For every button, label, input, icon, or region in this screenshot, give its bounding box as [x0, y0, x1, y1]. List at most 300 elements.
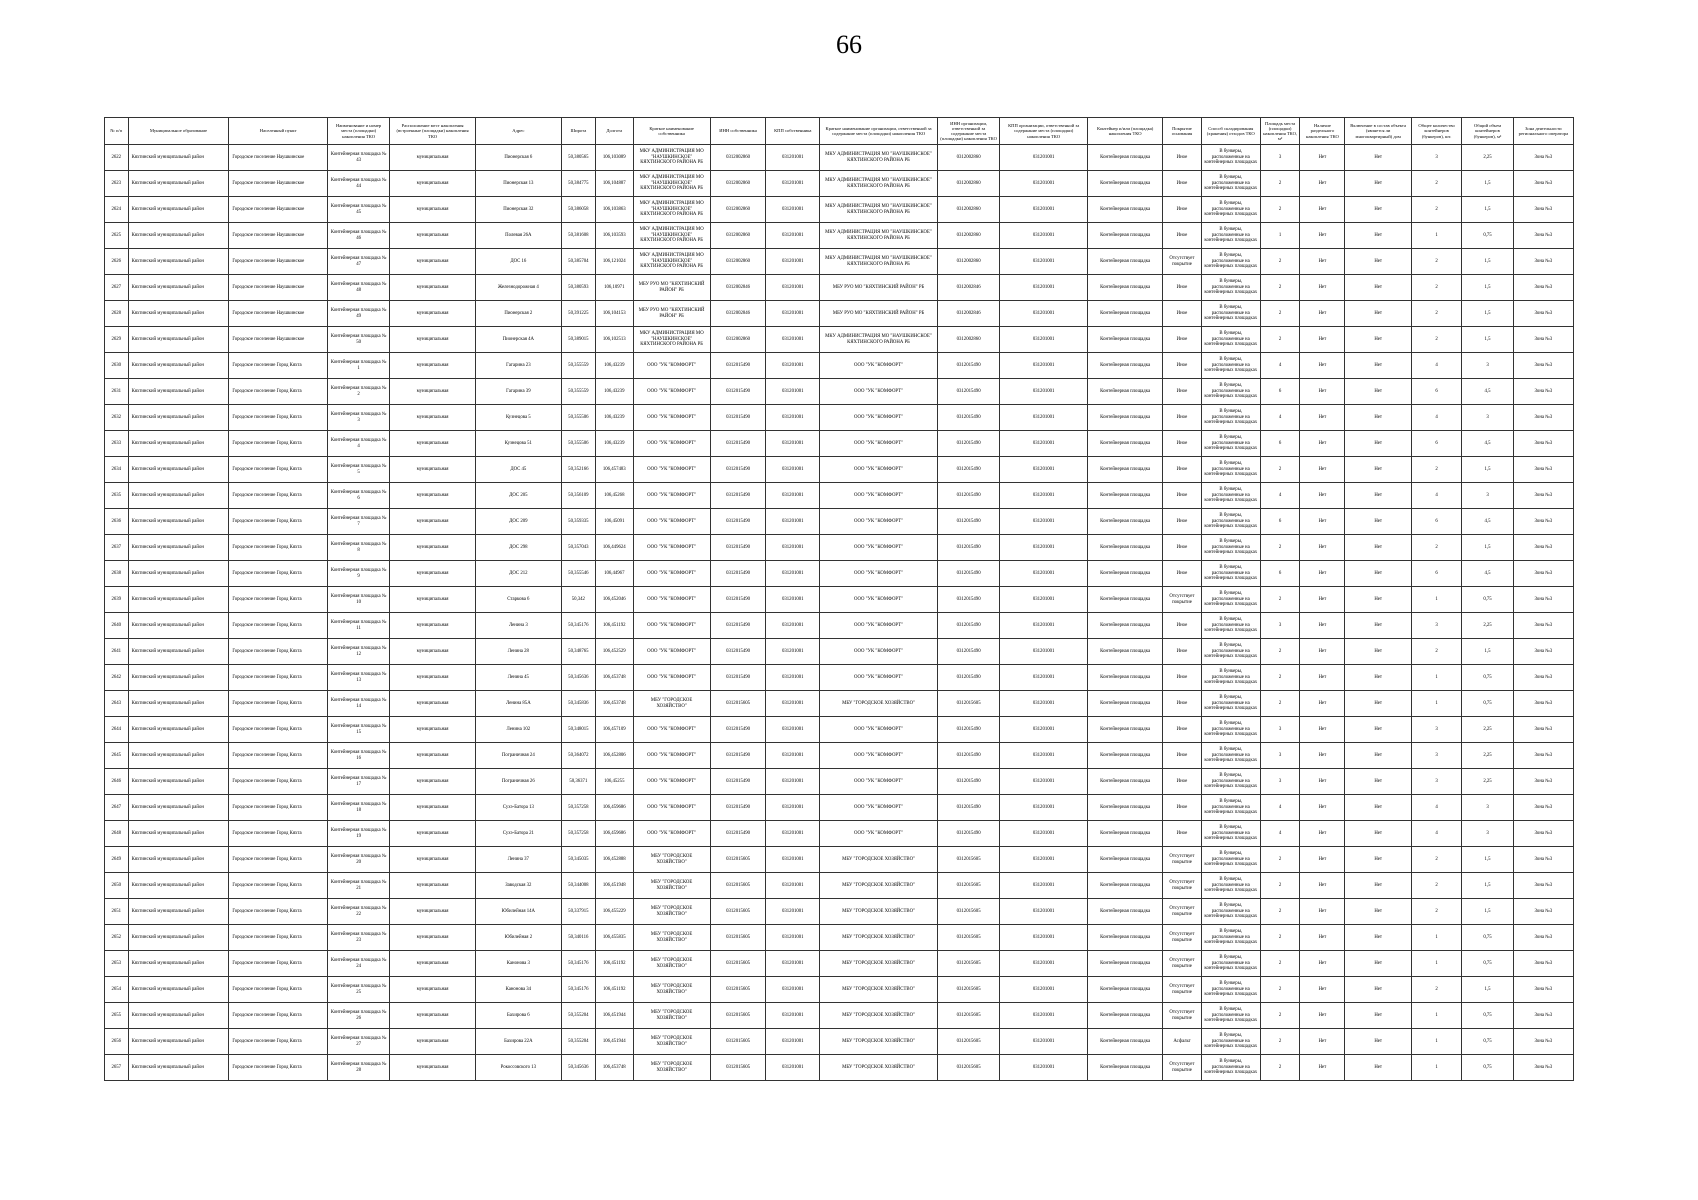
cell-storage-method: В бункеры, расположенные на контейнерных площадках — [1201, 301, 1260, 327]
cell-latitude: 50,355506 — [561, 405, 595, 431]
cell-operator: МБУ "ГОРОДСКОЕ ХОЗЯЙСТВО" — [820, 691, 938, 717]
cell-surface: Иное — [1163, 379, 1202, 405]
cell-operator-inn: 0312002860 — [938, 249, 1000, 275]
cell-operator-kpp: 031201001 — [1000, 691, 1088, 717]
cell-container-type: Контейнерная площадка — [1088, 301, 1163, 327]
cell-operator-kpp: 031201001 — [1000, 847, 1088, 873]
cell-container-type: Контейнерная площадка — [1088, 847, 1163, 873]
cell-longitude: 106,453748 — [596, 665, 634, 691]
cell-municipality: Кяхтинский муниципальный район — [128, 873, 229, 899]
table-row — [105, 847, 1574, 873]
cell-container-type: Контейнерная площадка — [1088, 145, 1163, 171]
table-row — [105, 353, 1574, 379]
cell-storage-method: В бункеры, расположенные на контейнерных площадках — [1201, 197, 1260, 223]
cell-zone: Зона №3 — [1513, 197, 1573, 223]
cell-longitude: 106,459686 — [596, 821, 634, 847]
cell-included: Нет — [1345, 1029, 1411, 1055]
cell-settlement: Городское поселение Город Кяхта — [229, 379, 328, 405]
cell-site-name: Контейнерная площадка № 45 — [328, 197, 390, 223]
cell-included: Нет — [1345, 301, 1411, 327]
cell-number: 2633 — [105, 431, 129, 457]
cell-longitude: 106,45255 — [596, 769, 634, 795]
cell-container-count: 2 — [1411, 457, 1461, 483]
cell-owner: ООО "УК "КОМФОРТ" — [633, 769, 710, 795]
cell-storage-method: В бункеры, расположенные на контейнерных площадках — [1201, 171, 1260, 197]
cell-container-volume: 0,75 — [1462, 665, 1513, 691]
cell-storage-method: В бункеры, расположенные на контейнерных площадках — [1201, 665, 1260, 691]
cell-container-volume: 1,5 — [1462, 977, 1513, 1003]
cell-operator: МКУ АДМИНИСТРАЦИЯ МО "НАУШКИНСКОЕ" КЯХТИНСКОГО РАЙОНА РБ — [820, 145, 938, 171]
cell-number: 2626 — [105, 249, 129, 275]
cell-surface: Отсутствует покрытие — [1163, 847, 1202, 873]
cell-site-name: Контейнерная площадка № 4 — [328, 431, 390, 457]
cell-separate-collection: Нет — [1300, 301, 1345, 327]
cell-surface: Иное — [1163, 535, 1202, 561]
cell-container-volume: 2,25 — [1462, 613, 1513, 639]
cell-container-count: 2 — [1411, 327, 1461, 353]
cell-owner: ООО "УК "КОМФОРТ" — [633, 717, 710, 743]
cell-settlement: Городское поселение Город Кяхта — [229, 691, 328, 717]
cell-container-type: Контейнерная площадка — [1088, 717, 1163, 743]
cell-container-count: 4 — [1411, 405, 1461, 431]
cell-included: Нет — [1345, 379, 1411, 405]
cell-container-type: Контейнерная площадка — [1088, 639, 1163, 665]
cell-zone: Зона №3 — [1513, 925, 1573, 951]
cell-longitude: 106,104887 — [596, 171, 634, 197]
cell-container-type: Контейнерная площадка — [1088, 509, 1163, 535]
cell-container-volume: 0,75 — [1462, 1055, 1513, 1081]
table-row — [105, 275, 1574, 301]
cell-longitude: 106,121024 — [596, 249, 634, 275]
cell-municipality: Кяхтинский муниципальный район — [128, 899, 229, 925]
cell-owner: МБУ "ГОРОДСКОЕ ХОЗЯЙСТВО" — [633, 951, 710, 977]
cell-storage-method: В бункеры, расположенные на контейнерных площадках — [1201, 431, 1260, 457]
cell-number: 2642 — [105, 665, 129, 691]
cell-zone: Зона №3 — [1513, 1003, 1573, 1029]
cell-owner: МКУ АДМИНИСТРАЦИЯ МО "НАУШКИНСКОЕ" КЯХТИНСКОГО РАЙОНА РБ — [633, 223, 710, 249]
cell-container-volume: 0,75 — [1462, 587, 1513, 613]
cell-number: 2630 — [105, 353, 129, 379]
cell-operator-kpp: 031201001 — [1000, 197, 1088, 223]
cell-operator-inn: 0312015490 — [938, 821, 1000, 847]
cell-latitude: 50,345176 — [561, 951, 595, 977]
cell-surface: Иное — [1163, 561, 1202, 587]
column-header: Широта — [561, 118, 595, 145]
cell-separate-collection: Нет — [1300, 1029, 1345, 1055]
cell-owner-inn: 0312015605 — [710, 847, 766, 873]
cell-owner-inn: 0312015490 — [710, 821, 766, 847]
cell-owner-inn: 0312015605 — [710, 691, 766, 717]
cell-area: 2 — [1260, 171, 1300, 197]
cell-latitude: 50,389015 — [561, 327, 595, 353]
cell-number: 2635 — [105, 483, 129, 509]
cell-number: 2634 — [105, 457, 129, 483]
table-row — [105, 743, 1574, 769]
cell-operator-kpp: 031201001 — [1000, 249, 1088, 275]
cell-operator-inn: 0312015490 — [938, 353, 1000, 379]
cell-longitude: 106,43239 — [596, 379, 634, 405]
cell-latitude: 50,355506 — [561, 431, 595, 457]
cell-area: 2 — [1260, 457, 1300, 483]
cell-zone: Зона №3 — [1513, 977, 1573, 1003]
cell-longitude: 106,455835 — [596, 925, 634, 951]
cell-operator-inn: 0312002860 — [938, 145, 1000, 171]
cell-container-count: 2 — [1411, 899, 1461, 925]
cell-included: Нет — [1345, 171, 1411, 197]
cell-latitude: 50,345636 — [561, 665, 595, 691]
cell-container-count: 1 — [1411, 587, 1461, 613]
cell-separate-collection: Нет — [1300, 743, 1345, 769]
cell-settlement: Городское поселение Наушкинское — [229, 301, 328, 327]
column-header: Контейнер и/или (площадка) накопления ТКО — [1088, 118, 1163, 145]
cell-owner: ООО "УК "КОМФОРТ" — [633, 743, 710, 769]
cell-included: Нет — [1345, 665, 1411, 691]
cell-owner: ООО "УК "КОМФОРТ" — [633, 405, 710, 431]
cell-separate-collection: Нет — [1300, 171, 1345, 197]
cell-owner: ООО "УК "КОМФОРТ" — [633, 535, 710, 561]
cell-location: муниципальная — [390, 171, 476, 197]
cell-container-count: 1 — [1411, 665, 1461, 691]
cell-container-volume: 4,5 — [1462, 509, 1513, 535]
cell-operator-inn: 0312015490 — [938, 717, 1000, 743]
cell-container-type: Контейнерная площадка — [1088, 483, 1163, 509]
cell-included: Нет — [1345, 483, 1411, 509]
cell-container-type: Контейнерная площадка — [1088, 873, 1163, 899]
cell-separate-collection: Нет — [1300, 197, 1345, 223]
column-header: КПП организации, ответственной за содержание места (площадки) накопления ТКО — [1000, 118, 1088, 145]
cell-number: 2641 — [105, 639, 129, 665]
cell-latitude: 50,348015 — [561, 717, 595, 743]
cell-site-name: Контейнерная площадка № 47 — [328, 249, 390, 275]
cell-longitude: 106,45268 — [596, 483, 634, 509]
cell-container-count: 3 — [1411, 769, 1461, 795]
cell-site-name: Контейнерная площадка № 46 — [328, 223, 390, 249]
cell-owner-kpp: 031201001 — [766, 379, 820, 405]
cell-longitude: 106,103089 — [596, 145, 634, 171]
cell-included: Нет — [1345, 977, 1411, 1003]
cell-container-volume: 0,75 — [1462, 691, 1513, 717]
column-header: Муниципальное образование — [128, 118, 229, 145]
cell-owner-kpp: 031201001 — [766, 769, 820, 795]
cell-storage-method: В бункеры, расположенные на контейнерных площадках — [1201, 1003, 1260, 1029]
cell-storage-method: В бункеры, расположенные на контейнерных площадках — [1201, 275, 1260, 301]
cell-container-volume: 1,5 — [1462, 249, 1513, 275]
cell-owner-inn: 0312015490 — [710, 457, 766, 483]
cell-storage-method: В бункеры, расположенные на контейнерных площадках — [1201, 587, 1260, 613]
cell-owner-inn: 0312015490 — [710, 769, 766, 795]
cell-site-name: Контейнерная площадка № 24 — [328, 951, 390, 977]
cell-surface: Иное — [1163, 691, 1202, 717]
cell-surface: Отсутствует покрытие — [1163, 925, 1202, 951]
cell-area: 2 — [1260, 899, 1300, 925]
cell-operator-inn: 0312015490 — [938, 743, 1000, 769]
waste-sites-table — [104, 117, 1574, 1081]
cell-settlement: Городское поселение Город Кяхта — [229, 457, 328, 483]
cell-container-count: 1 — [1411, 691, 1461, 717]
cell-area: 3 — [1260, 717, 1300, 743]
cell-area: 3 — [1260, 743, 1300, 769]
cell-address: Юбилейная 2 — [475, 925, 561, 951]
cell-owner-inn: 0312015490 — [710, 743, 766, 769]
cell-operator-inn: 0312015490 — [938, 457, 1000, 483]
cell-included: Нет — [1345, 1003, 1411, 1029]
cell-container-count: 3 — [1411, 743, 1461, 769]
cell-latitude: 50,345176 — [561, 977, 595, 1003]
cell-longitude: 106,457483 — [596, 457, 634, 483]
cell-site-name: Контейнерная площадка № 2 — [328, 379, 390, 405]
cell-container-type: Контейнерная площадка — [1088, 197, 1163, 223]
cell-location: муниципальная — [390, 821, 476, 847]
cell-separate-collection: Нет — [1300, 249, 1345, 275]
cell-operator: ООО "УК "КОМФОРТ" — [820, 639, 938, 665]
cell-container-volume: 1,5 — [1462, 535, 1513, 561]
cell-owner-kpp: 031201001 — [766, 951, 820, 977]
cell-operator-kpp: 031201001 — [1000, 665, 1088, 691]
cell-location: муниципальная — [390, 379, 476, 405]
cell-container-type: Контейнерная площадка — [1088, 327, 1163, 353]
cell-settlement: Городское поселение Город Кяхта — [229, 639, 328, 665]
cell-number: 2643 — [105, 691, 129, 717]
cell-operator-kpp: 031201001 — [1000, 379, 1088, 405]
cell-number: 2640 — [105, 613, 129, 639]
cell-location: муниципальная — [390, 873, 476, 899]
cell-container-volume: 1,5 — [1462, 197, 1513, 223]
cell-owner-inn: 0312015605 — [710, 951, 766, 977]
cell-site-name: Контейнерная площадка № 18 — [328, 795, 390, 821]
cell-settlement: Городское поселение Город Кяхта — [229, 665, 328, 691]
cell-container-type: Контейнерная площадка — [1088, 691, 1163, 717]
cell-included: Нет — [1345, 275, 1411, 301]
cell-container-volume: 0,75 — [1462, 951, 1513, 977]
cell-surface: Иное — [1163, 743, 1202, 769]
cell-included: Нет — [1345, 457, 1411, 483]
cell-municipality: Кяхтинский муниципальный район — [128, 223, 229, 249]
cell-operator: МБУ "ГОРОДСКОЕ ХОЗЯЙСТВО" — [820, 847, 938, 873]
cell-settlement: Городское поселение Город Кяхта — [229, 561, 328, 587]
cell-included: Нет — [1345, 535, 1411, 561]
table-row — [105, 379, 1574, 405]
cell-surface: Иное — [1163, 717, 1202, 743]
cell-zone: Зона №3 — [1513, 457, 1573, 483]
cell-owner-inn: 0312015490 — [710, 795, 766, 821]
cell-operator-kpp: 031201001 — [1000, 171, 1088, 197]
cell-zone: Зона №3 — [1513, 249, 1573, 275]
cell-settlement: Городское поселение Город Кяхта — [229, 431, 328, 457]
cell-municipality: Кяхтинский муниципальный район — [128, 301, 229, 327]
cell-number: 2653 — [105, 951, 129, 977]
cell-site-name: Контейнерная площадка № 15 — [328, 717, 390, 743]
cell-separate-collection: Нет — [1300, 405, 1345, 431]
cell-area: 2 — [1260, 951, 1300, 977]
cell-operator-kpp: 031201001 — [1000, 431, 1088, 457]
cell-storage-method: В бункеры, расположенные на контейнерных площадках — [1201, 977, 1260, 1003]
cell-container-volume: 3 — [1462, 405, 1513, 431]
table-row — [105, 639, 1574, 665]
cell-latitude: 50,352166 — [561, 457, 595, 483]
cell-location: муниципальная — [390, 535, 476, 561]
cell-surface: Иное — [1163, 327, 1202, 353]
cell-address: Ленина 3 — [475, 613, 561, 639]
cell-latitude: 50,345636 — [561, 1055, 595, 1081]
table-row — [105, 457, 1574, 483]
cell-included: Нет — [1345, 639, 1411, 665]
table-header-row — [105, 118, 1574, 145]
cell-container-type: Контейнерная площадка — [1088, 665, 1163, 691]
cell-owner-kpp: 031201001 — [766, 353, 820, 379]
cell-storage-method: В бункеры, расположенные на контейнерных площадках — [1201, 951, 1260, 977]
cell-owner-kpp: 031201001 — [766, 197, 820, 223]
cell-operator-inn: 0312002860 — [938, 171, 1000, 197]
page-number: 66 — [836, 30, 862, 59]
cell-surface: Иное — [1163, 795, 1202, 821]
cell-municipality: Кяхтинский муниципальный район — [128, 951, 229, 977]
cell-container-count: 2 — [1411, 197, 1461, 223]
cell-operator: МБУ "ГОРОДСКОЕ ХОЗЯЙСТВО" — [820, 977, 938, 1003]
cell-location: муниципальная — [390, 197, 476, 223]
cell-site-name: Контейнерная площадка № 50 — [328, 327, 390, 353]
cell-owner-inn: 0312002860 — [710, 197, 766, 223]
cell-site-name: Контейнерная площадка № 19 — [328, 821, 390, 847]
table-row — [105, 951, 1574, 977]
cell-municipality: Кяхтинский муниципальный район — [128, 1029, 229, 1055]
cell-location: муниципальная — [390, 483, 476, 509]
cell-location: муниципальная — [390, 145, 476, 171]
cell-number: 2646 — [105, 769, 129, 795]
cell-owner-kpp: 031201001 — [766, 561, 820, 587]
cell-container-volume: 4,5 — [1462, 379, 1513, 405]
cell-container-count: 1 — [1411, 1003, 1461, 1029]
cell-settlement: Городское поселение Наушкинское — [229, 249, 328, 275]
cell-location: муниципальная — [390, 431, 476, 457]
cell-area: 2 — [1260, 587, 1300, 613]
column-header: Покрытие основания — [1163, 118, 1202, 145]
cell-settlement: Городское поселение Город Кяхта — [229, 743, 328, 769]
cell-area: 2 — [1260, 1003, 1300, 1029]
cell-longitude: 106,451192 — [596, 977, 634, 1003]
cell-owner: МКУ АДМИНИСТРАЦИЯ МО "НАУШКИНСКОЕ" КЯХТИНСКОГО РАЙОНА РБ — [633, 197, 710, 223]
cell-area: 2 — [1260, 275, 1300, 301]
cell-owner-kpp: 031201001 — [766, 275, 820, 301]
cell-operator-inn: 0312015490 — [938, 431, 1000, 457]
cell-municipality: Кяхтинский муниципальный район — [128, 249, 229, 275]
cell-storage-method: В бункеры, расположенные на контейнерных площадках — [1201, 249, 1260, 275]
cell-operator-inn: 0312015490 — [938, 795, 1000, 821]
cell-location: муниципальная — [390, 951, 476, 977]
cell-owner-kpp: 031201001 — [766, 691, 820, 717]
cell-storage-method: В бункеры, расположенные на контейнерных площадках — [1201, 873, 1260, 899]
cell-address: Ленина 45 — [475, 665, 561, 691]
cell-container-count: 1 — [1411, 1029, 1461, 1055]
cell-included: Нет — [1345, 899, 1411, 925]
cell-municipality: Кяхтинский муниципальный район — [128, 405, 229, 431]
cell-number: 2655 — [105, 1003, 129, 1029]
cell-settlement: Городское поселение Наушкинское — [229, 223, 328, 249]
cell-storage-method: В бункеры, расположенные на контейнерных площадках — [1201, 535, 1260, 561]
cell-area: 6 — [1260, 509, 1300, 535]
cell-separate-collection: Нет — [1300, 587, 1345, 613]
cell-container-type: Контейнерная площадка — [1088, 405, 1163, 431]
cell-zone: Зона №3 — [1513, 353, 1573, 379]
cell-municipality: Кяхтинский муниципальный район — [128, 1055, 229, 1081]
cell-latitude: 50,355204 — [561, 1003, 595, 1029]
cell-operator: МБУ "ГОРОДСКОЕ ХОЗЯЙСТВО" — [820, 1055, 938, 1081]
cell-address: Пограничная 26 — [475, 769, 561, 795]
cell-site-name: Контейнерная площадка № 43 — [328, 145, 390, 171]
cell-site-name: Контейнерная площадка № 14 — [328, 691, 390, 717]
cell-settlement: Городское поселение Город Кяхта — [229, 535, 328, 561]
cell-operator-kpp: 031201001 — [1000, 899, 1088, 925]
cell-separate-collection: Нет — [1300, 925, 1345, 951]
cell-included: Нет — [1345, 873, 1411, 899]
cell-storage-method: В бункеры, расположенные на контейнерных площадках — [1201, 379, 1260, 405]
cell-owner-inn: 0312015490 — [710, 535, 766, 561]
table-row — [105, 1029, 1574, 1055]
cell-included: Нет — [1345, 405, 1411, 431]
cell-owner-inn: 0312015605 — [710, 873, 766, 899]
cell-address: ДОС 298 — [475, 535, 561, 561]
cell-container-type: Контейнерная площадка — [1088, 587, 1163, 613]
cell-owner: МКУ АДМИНИСТРАЦИЯ МО "НАУШКИНСКОЕ" КЯХТИНСКОГО РАЙОНА РБ — [633, 249, 710, 275]
cell-latitude: 50,355559 — [561, 379, 595, 405]
cell-separate-collection: Нет — [1300, 145, 1345, 171]
cell-municipality: Кяхтинский муниципальный район — [128, 353, 229, 379]
cell-container-count: 1 — [1411, 223, 1461, 249]
cell-zone: Зона №3 — [1513, 1029, 1573, 1055]
cell-address: Канонова 3 — [475, 951, 561, 977]
cell-site-name: Контейнерная площадка № 26 — [328, 1003, 390, 1029]
cell-owner-inn: 0312015490 — [710, 379, 766, 405]
cell-operator: МБУ "ГОРОДСКОЕ ХОЗЯЙСТВО" — [820, 1003, 938, 1029]
cell-owner: ООО "УК "КОМФОРТ" — [633, 665, 710, 691]
cell-location: муниципальная — [390, 717, 476, 743]
cell-operator: ООО "УК "КОМФОРТ" — [820, 743, 938, 769]
cell-storage-method: В бункеры, расположенные на контейнерных площадках — [1201, 509, 1260, 535]
cell-municipality: Кяхтинский муниципальный район — [128, 925, 229, 951]
cell-area: 6 — [1260, 379, 1300, 405]
cell-zone: Зона №3 — [1513, 665, 1573, 691]
cell-owner-inn: 0312015490 — [710, 509, 766, 535]
cell-address: ДОС 205 — [475, 483, 561, 509]
cell-number: 2645 — [105, 743, 129, 769]
cell-container-count: 2 — [1411, 171, 1461, 197]
column-header: Населенный пункт — [229, 118, 328, 145]
cell-included: Нет — [1345, 925, 1411, 951]
cell-container-volume: 1,5 — [1462, 301, 1513, 327]
cell-owner-inn: 0312002860 — [710, 223, 766, 249]
cell-location: муниципальная — [390, 223, 476, 249]
cell-municipality: Кяхтинский муниципальный район — [128, 561, 229, 587]
cell-operator: МКУ АДМИНИСТРАЦИЯ МО "НАУШКИНСКОЕ" КЯХТИНСКОГО РАЙОНА РБ — [820, 249, 938, 275]
cell-longitude: 106,43239 — [596, 353, 634, 379]
cell-site-name: Контейнерная площадка № 22 — [328, 899, 390, 925]
cell-settlement: Городское поселение Город Кяхта — [229, 977, 328, 1003]
cell-surface: Иное — [1163, 665, 1202, 691]
cell-owner: ООО "УК "КОМФОРТ" — [633, 561, 710, 587]
cell-latitude: 50,344008 — [561, 873, 595, 899]
cell-surface: Отсутствует покрытие — [1163, 249, 1202, 275]
cell-owner: МБУ "ГОРОДСКОЕ ХОЗЯЙСТВО" — [633, 1003, 710, 1029]
cell-site-name: Контейнерная площадка № 10 — [328, 587, 390, 613]
cell-area: 2 — [1260, 925, 1300, 951]
cell-owner-kpp: 031201001 — [766, 1003, 820, 1029]
cell-container-count: 2 — [1411, 249, 1461, 275]
cell-municipality: Кяхтинский муниципальный район — [128, 145, 229, 171]
table-row — [105, 691, 1574, 717]
cell-owner: МБУ "ГОРОДСКОЕ ХОЗЯЙСТВО" — [633, 1055, 710, 1081]
cell-included: Нет — [1345, 509, 1411, 535]
cell-operator-kpp: 031201001 — [1000, 275, 1088, 301]
cell-latitude: 50,380565 — [561, 145, 595, 171]
